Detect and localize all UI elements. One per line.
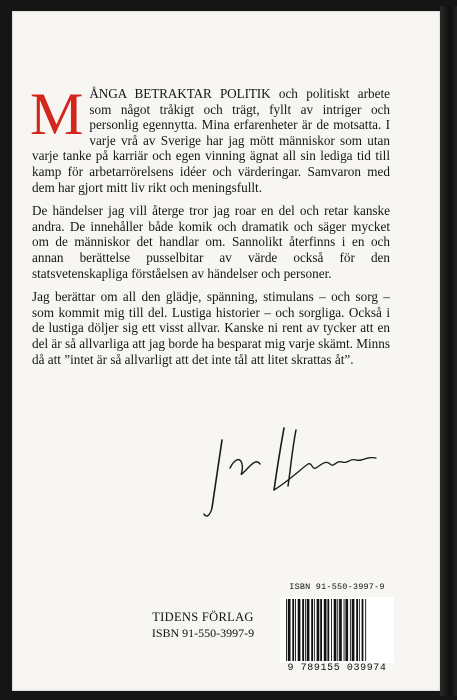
- barcode-bar: [288, 599, 291, 661]
- barcode-bar: [339, 599, 342, 661]
- publisher-isbn: ISBN 91-550-3997-9: [151, 626, 255, 640]
- drop-cap: M: [30, 81, 84, 147]
- cover-edge: [440, 6, 457, 696]
- barcode-bar: [352, 599, 355, 661]
- barcode-isbn-label: ISBN 91-550-3997-9: [289, 582, 385, 592]
- barcode-bar: [334, 599, 337, 661]
- barcode-bar: [314, 599, 315, 661]
- barcode-bar: [331, 599, 332, 661]
- blurb-text: [30, 81, 390, 375]
- barcode-bar: [286, 599, 287, 661]
- barcode-bar: [295, 599, 296, 661]
- barcode-bar: [311, 599, 313, 661]
- paragraph-1: [30, 81, 390, 195]
- barcode-bar: [362, 599, 364, 661]
- paragraph-1-rest: och politiskt arbete som något tråkigt och trägt, fyllt av intriger och personlig egennytta. Mina erfarenheter är de motsatta. I varje vrå av Sverige har jag mött människor som utan varje tanke på karriär och egen vinning ägnat all sin lediga tid till kamp för arbetarrörelsens idéer och värderingar. Samvaron med dem har gjort mitt liv rikt och meningsfullt.: [32, 86, 390, 195]
- barcode: [280, 597, 394, 663]
- author-signature: [200, 420, 390, 530]
- barcode-bar: [345, 599, 348, 661]
- barcode-bar: [356, 599, 358, 661]
- barcode-bar: [317, 599, 320, 661]
- barcode-bar: [337, 599, 338, 661]
- barcode-bar: [350, 599, 351, 661]
- barcode-bar: [292, 599, 294, 661]
- barcode-bar: [324, 599, 327, 661]
- paragraph-1-lead: ÅNGA BETRAKTAR POLITIK: [89, 86, 271, 101]
- publisher-name: TIDENS FÖRLAG: [152, 610, 254, 624]
- barcode-bars: [280, 597, 394, 663]
- barcode-bar: [320, 599, 322, 661]
- barcode-bar: [305, 599, 306, 661]
- barcode-digits: 9 789155 039974: [287, 663, 387, 674]
- barcode-bar: [298, 599, 301, 661]
- barcode-bar: [327, 599, 329, 661]
- barcode-bar: [359, 599, 360, 661]
- barcode-bar: [302, 599, 304, 661]
- paragraph-3: Jag berättar om all den glädje, spänning, stimulans – och sorg – som kommit mig till del. Lustiga historier – och sorgliga. Också i de lustiga döljer sig ett visst allvar. Kanske ni rent av tycker att en del är så allvarliga att jag borde ha besparat mig varje skämt. Minns då att ”intet är så allvarligt att det inte tål att litet skrattas åt”.: [32, 289, 390, 367]
- paragraph-2: De händelser jag vill återge tror jag roar en del och retar kanske andra. De innehåller både komik och dramatik och säger mycket om de människor det handlar om. Sannolikt återfinns i en och annan berättelse pusselbitar av värde också för den statsvetenskapliga förståelsen av händelser och personer.: [32, 203, 390, 281]
- barcode-bar: [365, 599, 366, 661]
- barcode-bar: [307, 599, 310, 661]
- barcode-bar: [344, 599, 345, 661]
- publisher-block: [128, 609, 278, 641]
